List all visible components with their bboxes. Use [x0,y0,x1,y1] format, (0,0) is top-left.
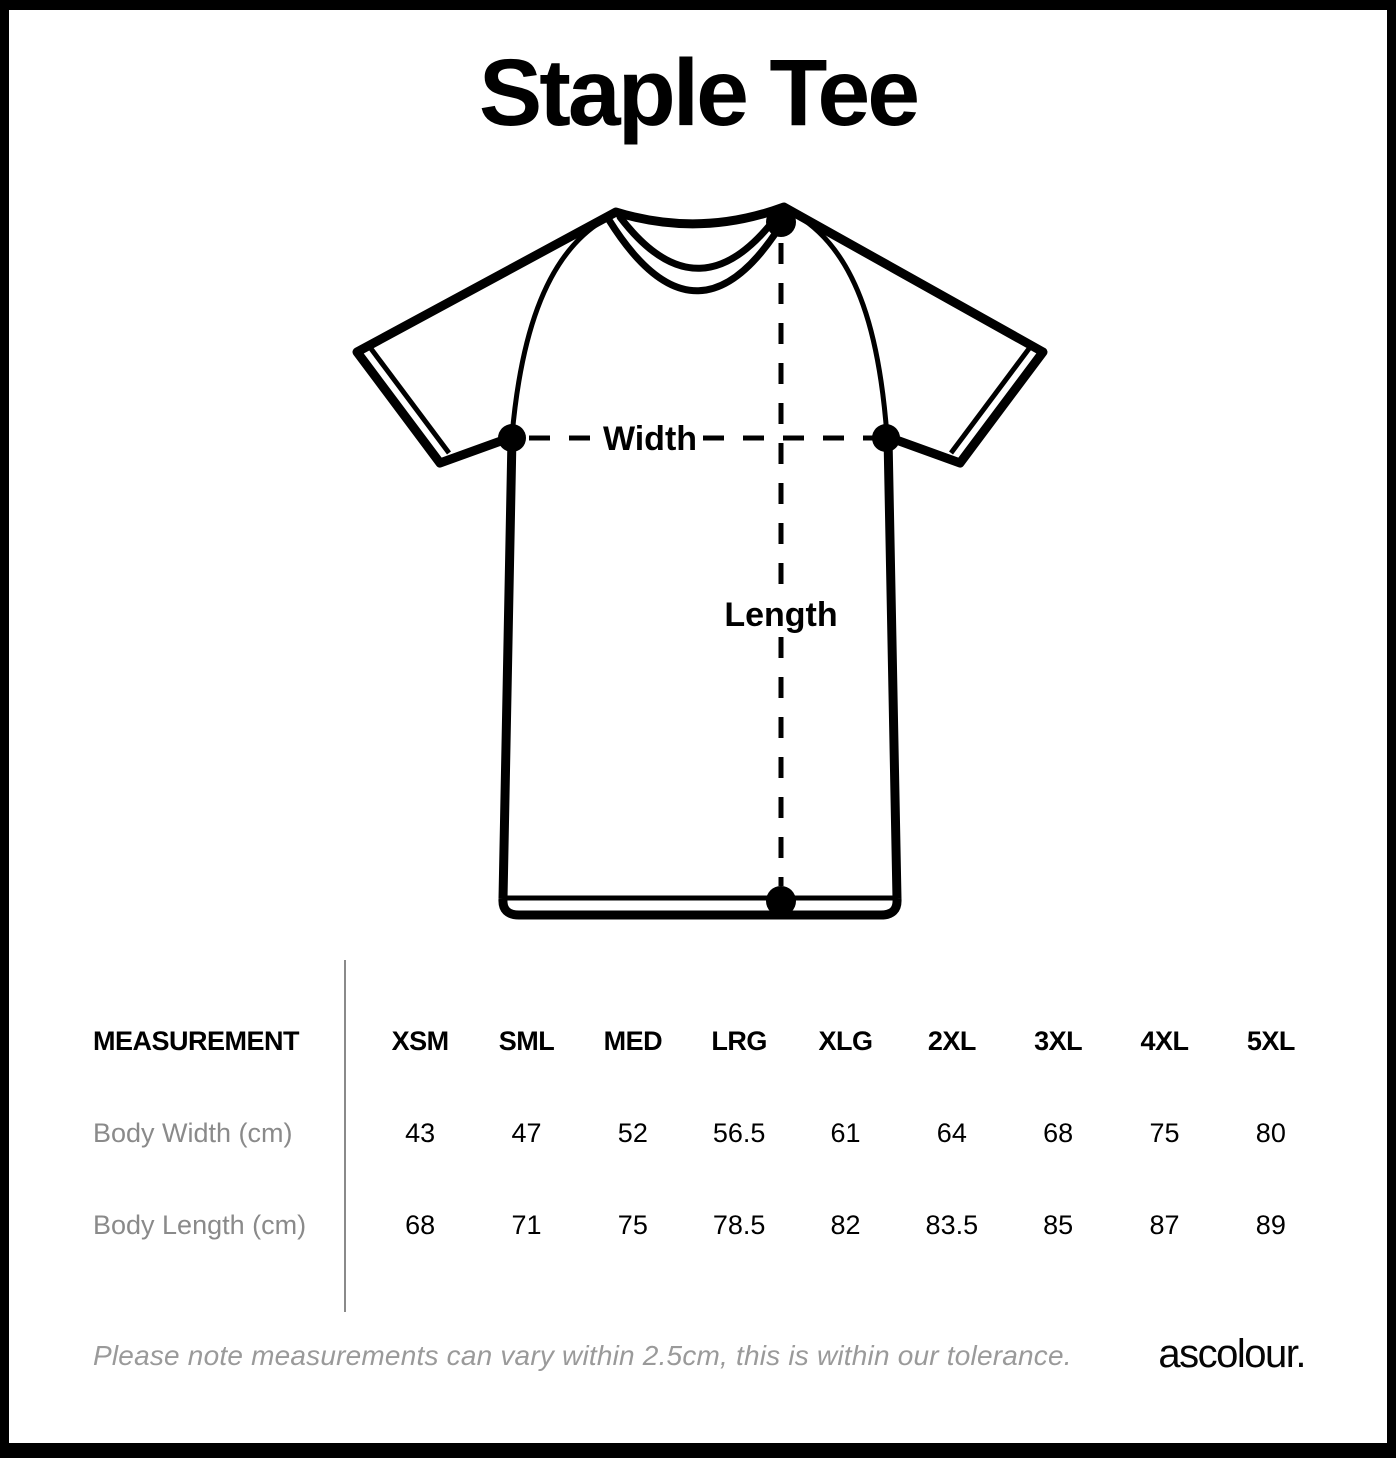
size-header-5xl: 5XL [1246,1025,1295,1056]
shoulder-point-dot [766,207,796,237]
size-header-xsm: XSM [391,1025,449,1056]
size-header-2xl: 2XL [927,1025,976,1056]
body-width-value-lrg: 56.5 [712,1117,766,1148]
body-length-value-xlg: 82 [830,1209,861,1240]
hem-point-dot [766,886,796,916]
body-width-value-4xl: 75 [1149,1117,1180,1148]
body-width-value-3xl: 68 [1043,1117,1074,1148]
tee-outline [357,207,1043,915]
body-length-value-xsm: 68 [405,1209,436,1240]
right-armpit-dot [872,424,900,452]
row-label-body-width: Body Width (cm) [93,1117,293,1148]
tolerance-note: Please note measurements can vary within 2.5cm, this is within our tolerance. [93,1340,1072,1371]
size-header-med: MED [603,1025,663,1056]
width-label: Width [602,420,698,458]
body-length-value-sml: 71 [511,1209,542,1240]
body-width-value-2xl: 64 [936,1117,967,1148]
table-row-body-length [93,1206,1324,1244]
size-header-3xl: 3XL [1034,1025,1083,1056]
size-table-header-row [93,1022,1324,1060]
body-length-value-lrg: 78.5 [712,1209,766,1240]
row-label-body-length: Body Length (cm) [93,1209,307,1240]
body-width-value-sml: 47 [511,1117,542,1148]
body-length-value-3xl: 85 [1043,1209,1074,1240]
body-length-value-5xl: 89 [1255,1209,1286,1240]
left-armpit-dot [498,424,526,452]
body-width-value-xlg: 61 [830,1117,861,1148]
body-length-value-2xl: 83.5 [925,1209,979,1240]
table-row-body-width [93,1114,1324,1152]
body-length-value-4xl: 87 [1149,1209,1180,1240]
body-width-value-5xl: 80 [1255,1117,1286,1148]
body-width-value-med: 52 [617,1117,648,1148]
page-title: Staple Tee [478,40,918,146]
body-width-value-xsm: 43 [405,1117,436,1148]
size-header-sml: SML [498,1025,555,1056]
size-header-4xl: 4XL [1140,1025,1189,1056]
measurement-header: MEASUREMENT [93,1025,300,1056]
brand-logo: ascolour. [1158,1332,1305,1376]
size-header-lrg: LRG [711,1025,767,1056]
size-header-xlg: XLG [818,1025,873,1056]
tee-diagram [340,190,1060,940]
body-length-value-med: 75 [617,1209,648,1240]
length-label: Length [724,596,838,634]
